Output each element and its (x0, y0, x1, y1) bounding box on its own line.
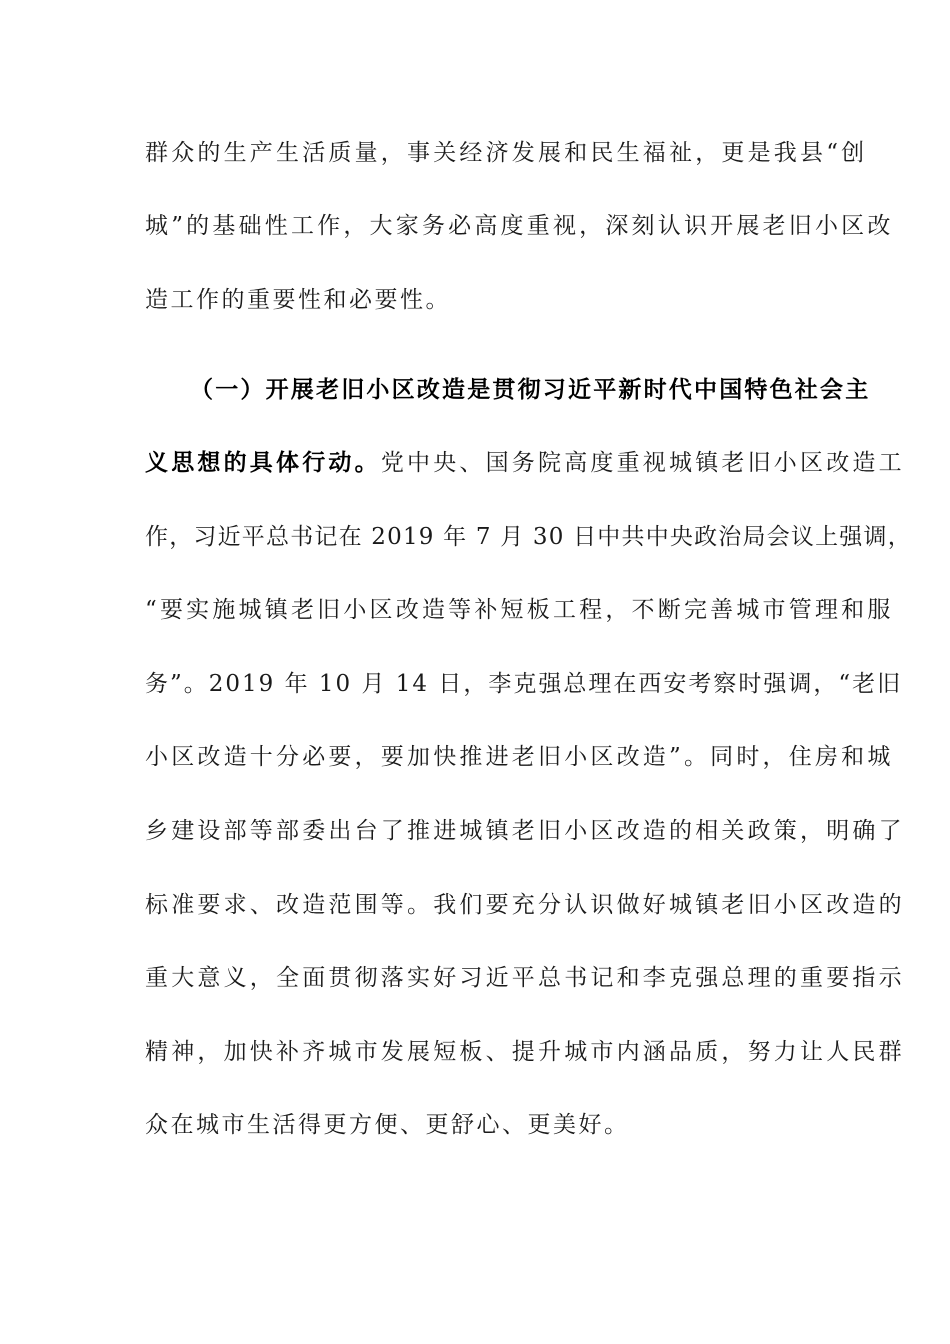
paragraph-line: 小区改造十分必要，要加快推进老旧小区改造”。同时，住房和城 (145, 744, 894, 770)
paragraph-line: 造工作的重要性和必要性。 (145, 287, 451, 313)
paragraph-line: 群众的生产生活质量，事关经济发展和民生福祉，更是我县“创 (145, 140, 868, 166)
paragraph-line (145, 443, 905, 483)
paragraph-line: 众在城市生活得更方便、更舒心、更美好。 (145, 1112, 630, 1138)
paragraph-line: 精神，加快补齐城市发展短板、提升城市内涵品质，努力让人民群 (145, 1039, 905, 1065)
paragraph-line: 务”。2019 年 10 月 14 日，李克强总理在西安考察时强调，“老旧 (145, 671, 903, 697)
paragraph-line: 标准要求、改造范围等。我们要充分认识做好城镇老旧小区改造的 (145, 892, 905, 918)
paragraph-line: 作，习近平总书记在 2019 年 7 月 30 日中共中央政治局会议上强调， (145, 524, 912, 550)
paragraph-line: 重大意义，全面贯彻落实好习近平总书记和李克强总理的重要指示 (145, 965, 905, 991)
paragraph-line: “要实施城镇老旧小区改造等补短板工程，不断完善城市管理和服 (145, 597, 894, 623)
paragraph-text: 党中央、国务院高度重视城镇老旧小区改造工 (380, 450, 905, 476)
paragraph-line: 城”的基础性工作，大家务必高度重视，深刻认识开展老旧小区改 (145, 213, 894, 239)
section-heading: （一）开展老旧小区改造是贯彻习近平新时代中国特色社会主 (190, 377, 871, 403)
section-heading-continuation: 义思想的具体行动。 (145, 450, 381, 476)
paragraph-line: 乡建设部等部委出台了推进城镇老旧小区改造的相关政策，明确了 (145, 818, 905, 844)
